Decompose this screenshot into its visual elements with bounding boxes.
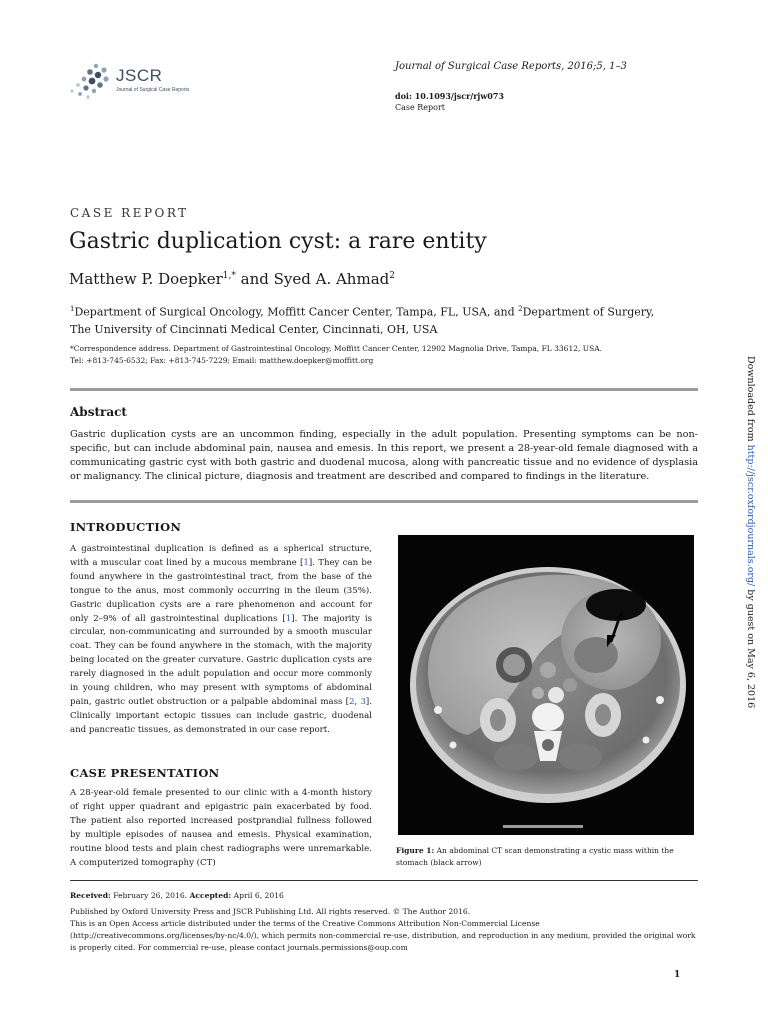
side-note-prefix: Downloaded from (745, 356, 756, 445)
abstract-heading: Abstract (70, 405, 127, 419)
ct-scan-image (398, 535, 694, 835)
side-note-suffix: by guest on May 6, 2016 (745, 586, 756, 709)
article-title: Gastric duplication cyst: a rare entity (69, 229, 487, 254)
accepted-label: Accepted: (189, 891, 232, 900)
received-date: February 26, 2016. (110, 891, 190, 900)
page-number: 1 (674, 970, 681, 980)
author-sup: 2 (389, 271, 395, 281)
affiliations (70, 301, 710, 338)
logo-text: JSCR (116, 66, 163, 85)
abstract-text: Gastric duplication cysts are an uncommon finding, especially in the adult population. Presenting symptoms can be non-specific, but can include abdominal pain, nausea and emesis. In this report, we present a 28-year-old female diagnosed with a communicating gastric cyst with both gastric and duodenal mucosa, along with pancreatic tissue and no evidence of dysplasia or malignancy. The clinical picture, diagnosis and treatment are described and compared to findings in the literature. (70, 429, 698, 482)
license-note: This is an Open Access article distributed under the terms of the Creative Commons Attribution Non-Commercial License (http://creativecommons.org/licenses/by-nc/4.0/), which permits non-commercial re-use, distribution, and reproduction in any medium, provided the original work is properly cited. For commercial re-use, please contact journals.permissions@oup.com (70, 919, 696, 952)
received-label: Received: (70, 891, 111, 900)
abstract-bottom-rule (70, 500, 698, 503)
journal-citation: Journal of Surgical Case Reports, 2016;5, 1–3 (395, 61, 627, 72)
figure-label: Figure 1: (396, 846, 435, 855)
download-side-note (742, 356, 756, 709)
jscr-dots-icon (68, 60, 114, 104)
author-list (69, 270, 395, 288)
case-presentation-text: A 28-year-old female presented to our clinic with a 4-month history of right upper quadrant and epigastric pain exacerbated by food. The patient also reported increased postprandial fullness followed by multiple episodes of nausea and emesis. Physical examination, routine blood tests and plain chest radiographs were unremarkable. A computerized tomography (CT) (70, 788, 372, 868)
article-type: Case Report (395, 103, 446, 112)
received-accepted (70, 890, 698, 902)
correspondence (70, 343, 710, 367)
affil-text: The University of Cincinnati Medical Center, Cincinnati, OH, USA (70, 322, 438, 336)
author-join: and (235, 270, 274, 288)
figure-caption (396, 845, 698, 869)
case-presentation-heading: CASE PRESENTATION (70, 766, 220, 780)
author-name[interactable]: Matthew P. Doepker (69, 270, 223, 288)
ct-scan-figure (398, 535, 694, 835)
intro-text-part: ]. The majority is circular, non-communicating and surrounded by a smooth muscular coat. They can be found anywhere in the stomach, with the majority being located on the greater curvature. Gastric duplication cysts are rarely diagnosed in the adult population and occur more commonly in young children, who may present with symptoms of abdominal pain, gastric outlet obstruction or a palpable abdominal mass [ (70, 613, 372, 707)
accepted-date: April 6, 2016 (231, 891, 284, 900)
logo-subtext: Journal of Surgical Case Reports (116, 87, 190, 93)
journal-site-link[interactable]: http://jscr.oxfordjournals.org/ (745, 444, 756, 587)
reference-link[interactable]: 2 (349, 696, 355, 707)
doi[interactable]: doi: 10.1093/jscr/rjw073 (395, 91, 504, 101)
author-sup: 1,* (222, 271, 236, 281)
intro-text-part: , (354, 696, 361, 707)
footer-rule (70, 880, 698, 881)
affil-text: Department of Surgery, (522, 305, 655, 319)
corr-address: *Correspondence address. Department of Gastrointestinal Oncology, Moffitt Cancer Center, 12902 Magnolia Drive, Tampa, FL 33612, USA. (70, 344, 603, 353)
abstract-top-rule (70, 388, 698, 391)
intro-text-part: A gastrointestinal duplication is defined as a spherical structure, with a muscular coat lined by a mucous membrane [ (70, 544, 372, 568)
intro-text-part: ]. Clinically important ectopic tissues can include gastric, duodenal and pancreatic tissues, as demonstrated in our case report. (70, 696, 372, 735)
affil-text: Department of Surgical Oncology, Moffitt Cancer Center, Tampa, FL, USA, and (74, 305, 519, 319)
corr-contact: Tel: +813-745-6532; Fax: +813-745-7229; Email: matthew.doepker@moffitt.org (70, 356, 374, 365)
figure-caption-text: An abdominal CT scan demonstrating a cystic mass within the stomach (black arrow) (396, 846, 674, 867)
affil-sup: 1 (70, 305, 75, 313)
section-kicker: CASE REPORT (70, 206, 189, 220)
reference-link[interactable]: 1 (303, 557, 309, 568)
introduction-heading: INTRODUCTION (70, 520, 182, 534)
published-note: Published by Oxford University Press and JSCR Publishing Ltd. All rights reserved. © The Author 2016. (70, 907, 471, 916)
intro-text-part: ]. They can be found anywhere in the gastrointestinal tract, from the base of the tongue to the anus, most commonly occurring in the ileum (35%). Gastric duplication cysts are a rare phenomenon and account for only 2–9% of all gastrointestinal duplications [ (70, 557, 373, 624)
reference-link[interactable]: 3 (360, 696, 366, 707)
reference-link[interactable]: 1 (285, 613, 292, 624)
journal-logo (68, 60, 228, 104)
introduction-text (70, 543, 372, 738)
affil-sup: 2 (518, 305, 523, 313)
author-name[interactable]: Syed A. Ahmad (273, 270, 390, 288)
